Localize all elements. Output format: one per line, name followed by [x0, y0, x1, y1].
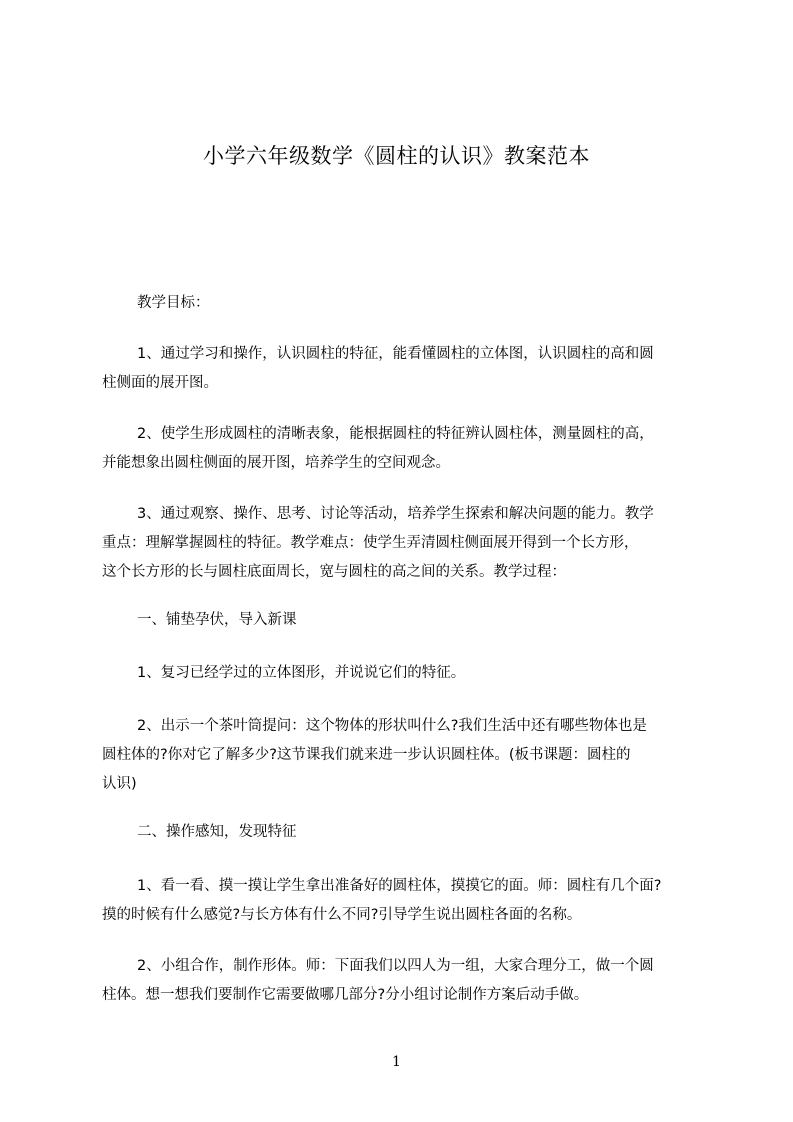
paragraph-teaching-goals-heading — [102, 289, 712, 318]
paragraph-line: 3、通过观察、操作、思考、讨论等活动，培养学生探索和解决问题的能力。教学 — [137, 506, 654, 522]
paragraph-line: 重点：理解掌握圆柱的特征。教学难点：使学生弄清圆柱侧面展开得到一个长方形， — [102, 535, 639, 551]
paragraph-line: 1、看一看、摸一摸让学生拿出准备好的圆柱体，摸摸它的面。师：圆柱有几个面? — [137, 878, 662, 894]
paragraph-goal-3 — [102, 500, 712, 587]
paragraph-review — [102, 659, 712, 688]
paragraph-line: 柱体。想一想我们要制作它需要做哪几部分?分小组讨论制作方案后动手做。 — [102, 987, 589, 1003]
paragraph-line: 摸的时候有什么感觉?与长方体有什么不同?引导学生说出圆柱各面的名称。 — [102, 907, 582, 923]
paragraph-line: 2、使学生形成圆柱的清晰表象，能根据圆柱的特征辨认圆柱体，测量圆柱的高， — [137, 426, 654, 442]
paragraph-look-touch — [102, 872, 712, 930]
section-heading-1 — [102, 606, 712, 635]
paragraph-line: 教学目标： — [137, 295, 210, 311]
paragraph-line: 认识) — [102, 776, 137, 792]
paragraph-group-work — [102, 952, 712, 1010]
paragraph-line: 1、复习已经学过的立体图形，并说说它们的特征。 — [137, 665, 466, 681]
paragraph-line: 一、铺垫孕伏，导入新课 — [137, 612, 297, 628]
paragraph-line: 1、通过学习和操作，认识圆柱的特征，能看懂圆柱的立体图，认识圆柱的高和圆 — [137, 346, 654, 362]
paragraph-line: 柱侧面的展开图。 — [102, 375, 218, 391]
paragraph-tea-canister — [102, 712, 712, 799]
document-title: 小学六年级数学《圆柱的认识》教案范本 — [203, 144, 590, 168]
paragraph-line: 圆柱体的?你对它了解多少?这节课我们就来进一步认识圆柱体。(板书课题：圆柱的 — [102, 747, 631, 763]
paragraph-line: 2、小组合作，制作形体。师：下面我们以四人为一组，大家合理分工，做一个圆 — [137, 958, 654, 974]
paragraph-line: 这个长方形的长与圆柱底面周长，宽与圆柱的高之间的关系。教学过程： — [102, 564, 566, 580]
paragraph-line: 并能想象出圆柱侧面的展开图，培养学生的空间观念。 — [102, 455, 450, 471]
page-number: 1 — [392, 1054, 401, 1070]
paragraph-line: 2、出示一个茶叶筒提问：这个物体的形状叫什么?我们生活中还有哪些物体也是 — [137, 718, 647, 734]
section-heading-2 — [102, 818, 712, 847]
paragraph-goal-1 — [102, 340, 712, 398]
paragraph-line: 二、操作感知，发现特征 — [137, 824, 297, 840]
paragraph-goal-2 — [102, 420, 712, 478]
